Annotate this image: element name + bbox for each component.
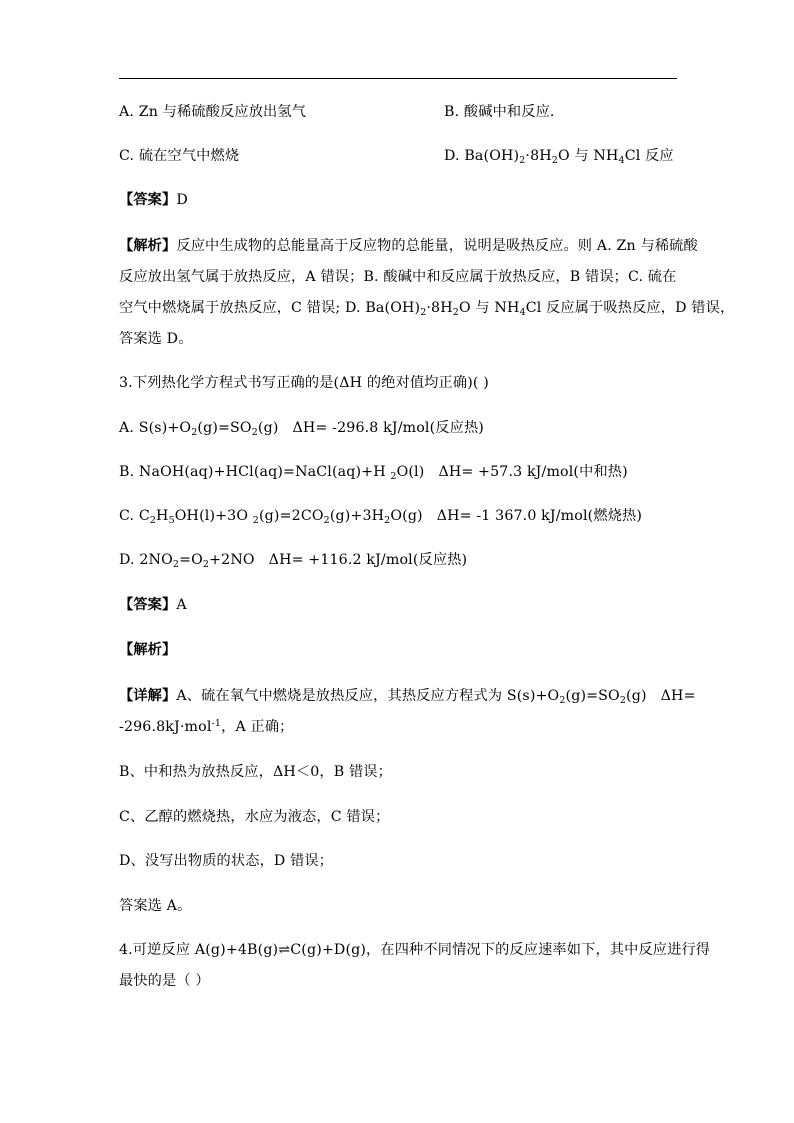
q3-option-d: D. $2NO_2=O_2+2NO$ ΔH= +116.2 kJ/mol(反应热) — [119, 552, 468, 570]
q3-conclusion: 答案选 A。 — [119, 898, 192, 914]
q3-option-c: C. $C_2H_5OH(l)+3O$ $_2(g)=2CO_2(g)+3H_2O(g)$ ΔH= -1 367.0 kJ/mol(燃烧热) — [119, 508, 643, 526]
q2-option-a: A. Zn 与稀硫酸反应放出氢气 — [119, 104, 307, 120]
q2-option-d: D. $Ba(OH)_2\cdot 8H_2O$ 与 $NH_4Cl$ 反应 — [444, 148, 674, 166]
q3-answer: 【答案】A — [119, 597, 187, 613]
q3-detail-c: C、乙醇的燃烧热，水应为液态，C 错误； — [119, 809, 390, 825]
q4-stem-line-1: 4.可逆反应 A(g)+4B(g)⇌C(g)+D(g)，在四种不同情况下的反应速率如下，其中反应进行得 — [119, 942, 711, 958]
q3-option-b: B. NaOH(aq)+HCl(aq)=NaCl(aq)+H $_2$O(l) ΔH= +57.3 kJ/mol(中和热) — [119, 464, 628, 482]
q3-analysis-label: 【解析】 — [119, 642, 177, 658]
q3-detail-line-1: 【详解】A、硫在氧气中燃烧是放热反应，其热反应方程式为 $S(s)+O_2(g)=SO_2(g)$ ΔH= — [119, 688, 696, 706]
q2-analysis-line-3: 空气中燃烧属于放热反应，C 错误; D. $Ba(OH)_2\cdot 8H_2O$ 与 $NH_4Cl$ 反应属于吸热反应，D 错误， — [119, 300, 735, 318]
q2-analysis-line-1: 【解析】反应中生成物的总能量高于反应物的总能量，说明是吸热反应。则 A. Zn 与稀硫酸 — [119, 238, 698, 254]
q2-answer: 【答案】D — [119, 192, 188, 208]
q4-stem-line-2: 最快的是（ ） — [119, 973, 210, 989]
header-rule — [119, 78, 677, 79]
q2-analysis-line-2: 反应放出氢气属于放热反应，A 错误；B. 酸碱中和反应属于放热反应，B 错误；C. 硫在 — [119, 269, 677, 285]
q3-detail-b: B、中和热为放热反应，ΔH＜0，B 错误； — [119, 764, 392, 780]
q2-analysis-line-4: 答案选 D。 — [119, 331, 193, 347]
q2-option-b: B. 酸碱中和反应. — [444, 104, 555, 120]
q3-option-a: A. $S(s)+O_2(g)=SO_2(g)$ ΔH= -296.8 kJ/mol(反应热) — [119, 420, 484, 438]
q3-stem: 3.下列热化学方程式书写正确的是(ΔH 的绝对值均正确)( ) — [119, 375, 489, 391]
q3-detail-line-2: -296.8kJ·mol$^{-1}$，A 正确； — [119, 718, 294, 735]
q2-option-c: C. 硫在空气中燃烧 — [119, 148, 240, 164]
q3-detail-d: D、没写出物质的状态，D 错误； — [119, 853, 334, 869]
